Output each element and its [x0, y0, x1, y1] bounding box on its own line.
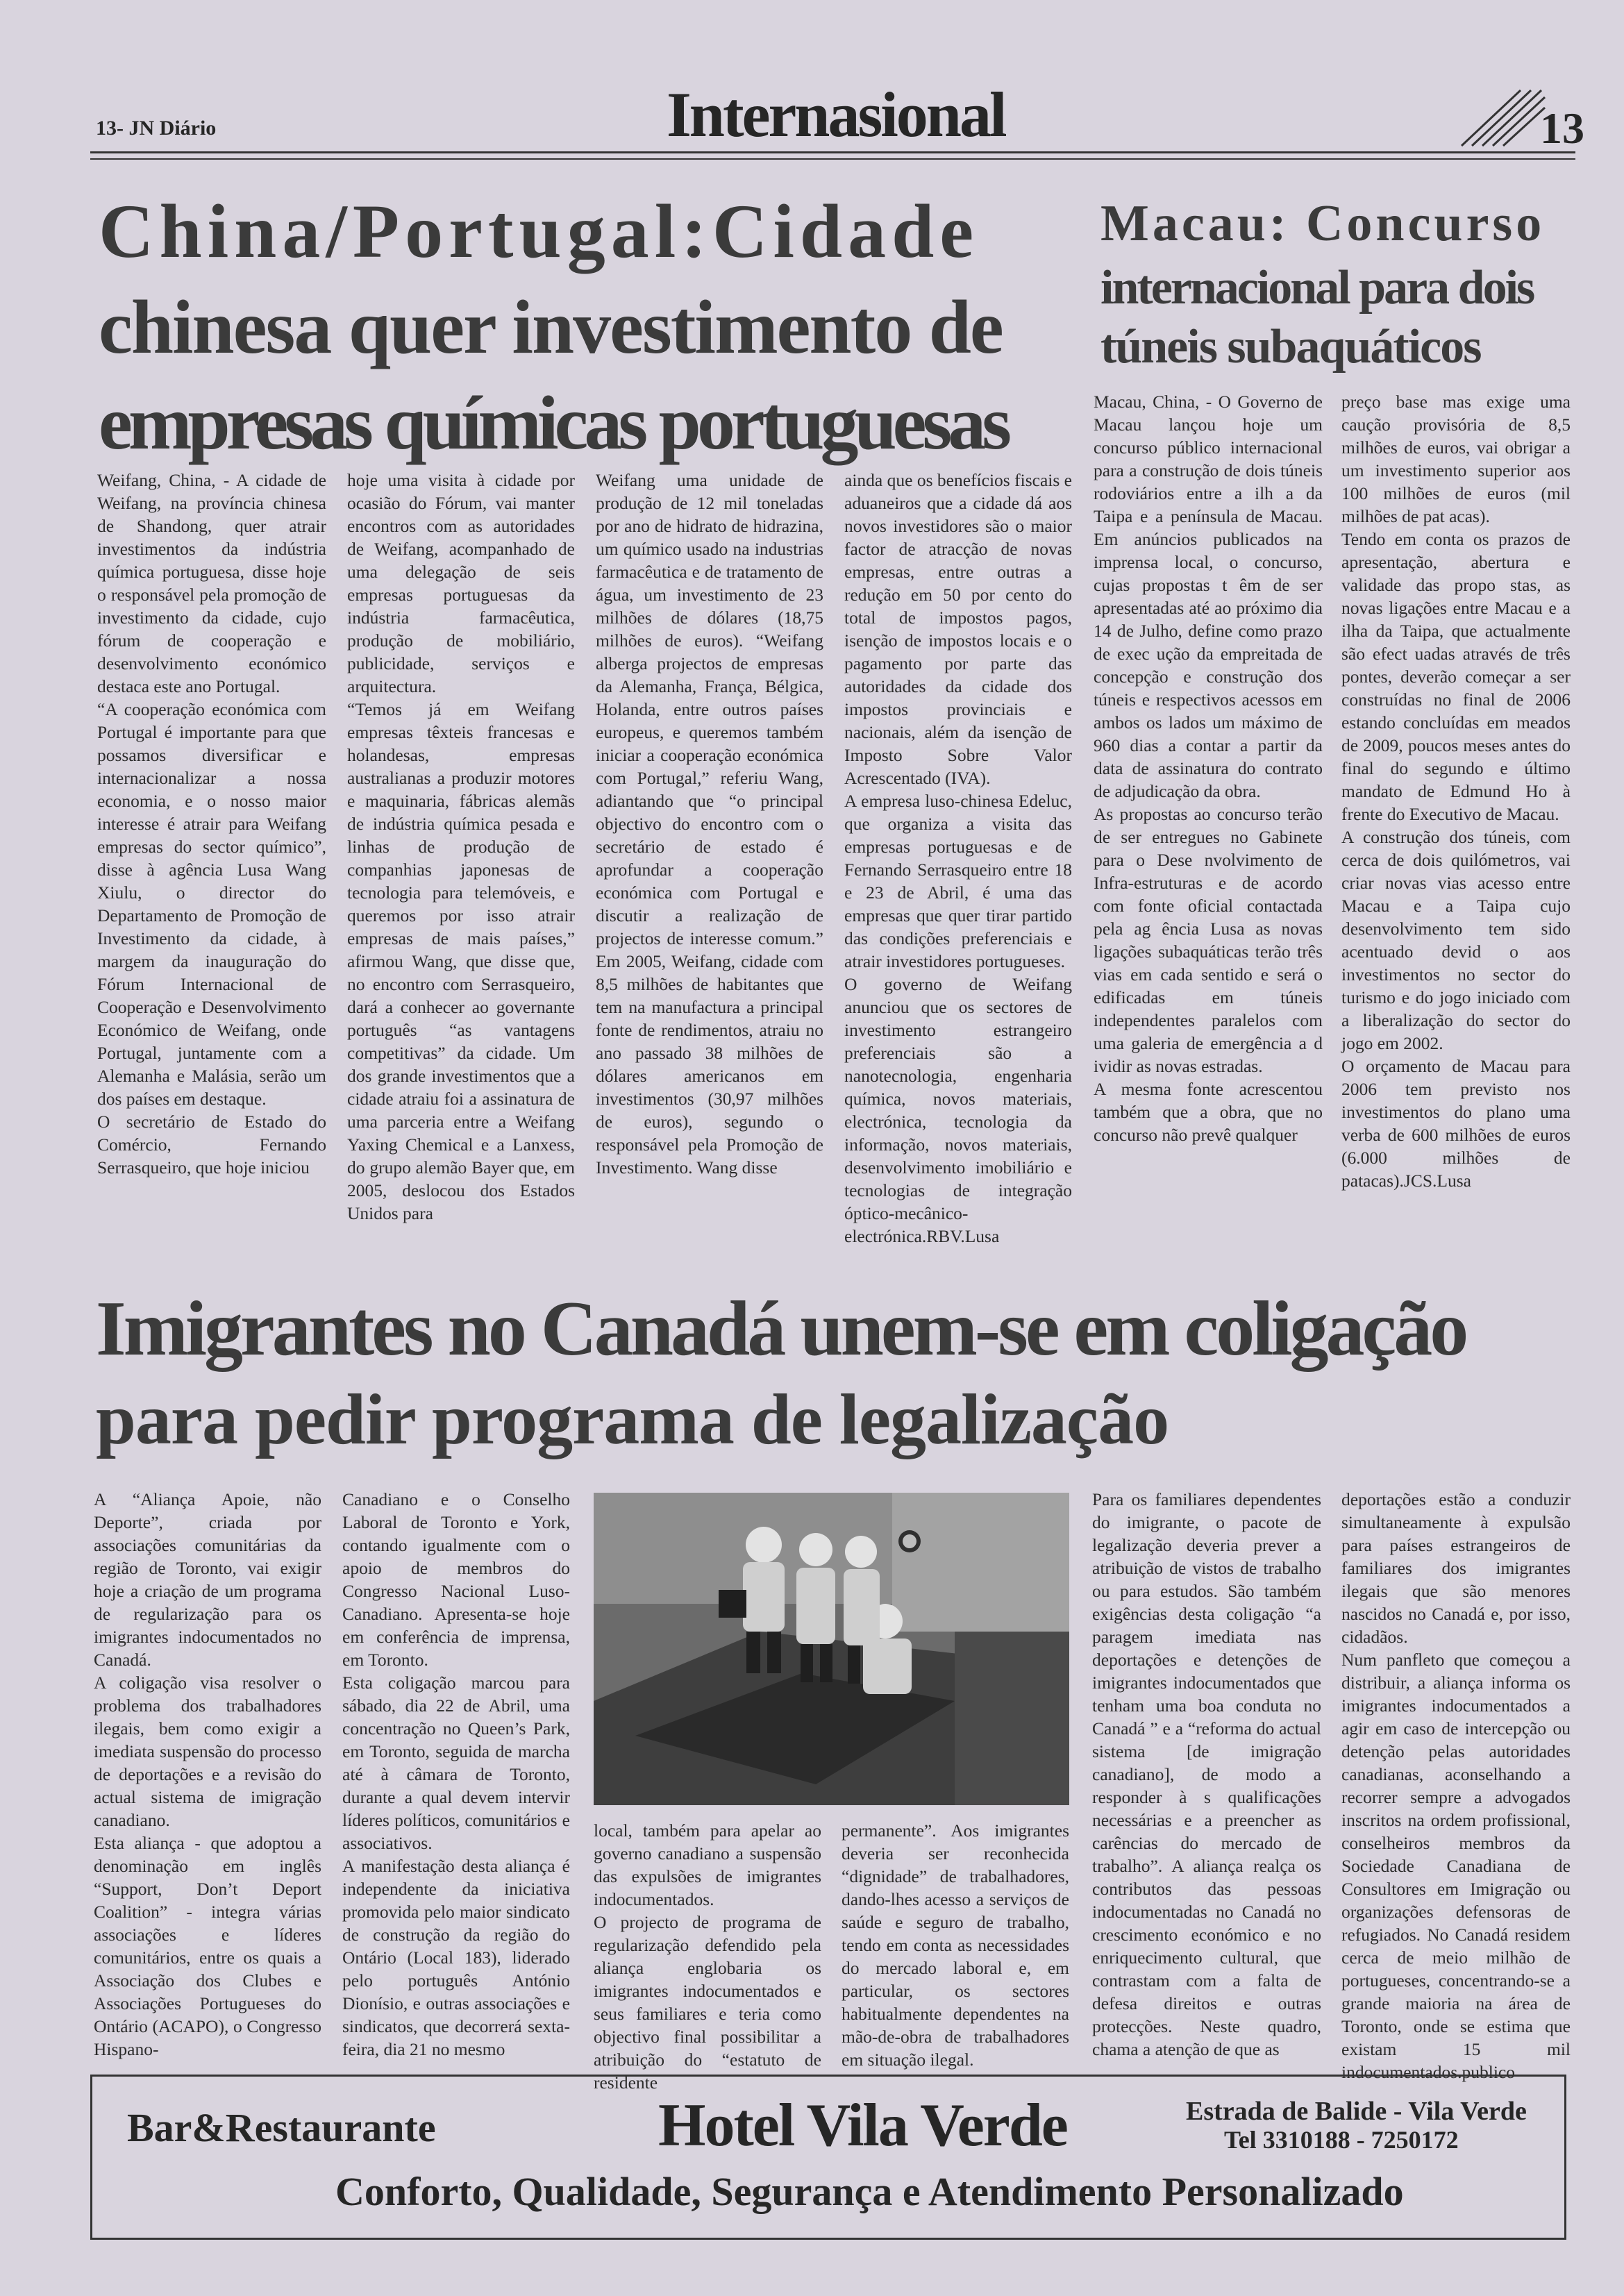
article1-column-2: hoje uma visita à cidade por ocasião do Fórum, vai manter encontros com as autoridades de Weifang, acompanhado de uma delegação de seis empresas portuguesas da indústria farmacêutica, produção de mobiliário, publicidade, serviços e arquitectura. “Temos já em Weifang empresas têxteis francesas e holandesas, empresas australianas a produzir motores e maquinaria, fábricas alemãs de indústria química pesada e linhas de produção de companhias japonesas de tecnologia para telemóveis, e queremos por isso atrair empresas de mais países,” afirmou Wang, que disse que, no encontro com Serrasqueiro, dará a conhecer ao governante português “as vantagens competitivas” da cidade. Um dos grande investimentos que a cidade atraiu foi a assinatura de uma parceria entre a Weifang Yaxing Chemical e a Lanxess, do grupo alemão Bayer que, em 2005, deslocou dos Estados Unidos para — [347, 470, 575, 1223]
article1-column-3: Weifang uma unidade de produção de 12 mil toneladas por ano de hidrato de hidrazina, um químico usado na industrias farmacêutica e de tratamento de água, um investimento de 23 milhões de dólares (18,75 milhões de euros). “Weifang alberga projectos de empresas da Alemanha, França, Bélgica, Holanda, entre outros países europeus, e queremos também iniciar a cooperação económica com Portugal,” referiu Wang, adiantando que “o principal objectivo do encontro com o secretário de estado é aprofundar a cooperação económica com Portugal e discutir a realização de projectos de interesse comum.” Em 2005, Weifang, cidade com 8,5 milhões de habitantes que tem na manufactura a principal fonte de rendimentos, atraiu no ano passado 38 milhões de dólares americanos em investimentos (30,97 milhões de euros), segundo o responsável pela Promoção de Investimento. Wang disse — [596, 470, 823, 1178]
page-number: 13 — [1540, 103, 1584, 153]
article3-column-4: permanente”. Aos imigrantes deveria ser reconhecida “dignidade” de trabalhadores, dando-lhes acesso a serviços de saúde e seguro de trabalho, tendo em conta as necessidades do mercado laboral e, em particular, os sectores habitualmente dependentes na mão-de-obra de trabalhadores em situação ilegal. — [842, 1820, 1069, 2070]
ad-bar-restaurant: Bar&Restaurante — [127, 2105, 436, 2150]
article3-photo — [594, 1493, 1069, 1805]
photo-group-of-people-icon — [594, 1493, 1069, 1805]
ad-slogan: Conforto, Qualidade, Segurança e Atendimento Personalizado — [335, 2169, 1404, 2214]
page-label: 13- JN Diário — [96, 117, 217, 140]
hatch-decoration-icon — [1455, 87, 1545, 149]
ad-hotel-name: Hotel Vila Verde — [658, 2092, 1067, 2159]
article1-headline-line3: empresas químicas portuguesas — [99, 380, 1008, 465]
article1-column-1: Weifang, China, - A cidade de Weifang, na província chinesa de Shandong, quer atrair investimentos da indústria química portuguesa, disse hoje o responsável pela promoção de investimento da cidade, cujo fórum de cooperação e desenvolvimento económico destaca este ano Portugal. “A cooperação económica com Portugal é importante para que possamos diversificar e internacionalizar a nossa economia, e o nosso maior interesse é atrair para Weifang empresas do sector químico”, disse à agência Lusa Wang Xiulu, o director do Departamento de Promoção de Investimento da cidade, à margem da inauguração do Fórum Internacional de Cooperação e Desenvolvimento Económico de Weifang, onde Portugal, juntamente com a Alemanha e Malásia, serão um dos países em destaque. O secretário de Estado do Comércio, Fernando Serrasqueiro, que hoje iniciou — [97, 470, 326, 1178]
ad-address: Estrada de Balide - Vila Verde — [1186, 2097, 1527, 2126]
article3-headline-line1: Imigrantes no Canadá unem-se em coligação — [96, 1286, 1466, 1372]
article3-column-3: local, também para apelar ao governo canadiano a suspensão das expulsões de imigrantes indocumentados. O projecto de programa de regularização defendido pela aliança englobaria os imigrantes indocumentados e seus familiares e teria como objectivo final possibilitar a atribuição do “estatuto de residente — [594, 1820, 821, 2093]
section-title: Internasional — [667, 79, 1005, 150]
article1-headline-line1: China/Portugal:Cidade — [99, 189, 980, 274]
ad-telephone: Tel 3310188 - 7250172 — [1224, 2126, 1459, 2154]
article3-column-5: Para os familiares dependentes do imigrante, o pacote de legalização deveria prever a atribuição de vistos de trabalho ou para estudos. São também exigências desta coligação “a paragem imediata nas deportações e detenções de imigrantes indocumentados que tenham uma boa conduta no Canadá ” e a “reforma do actual sistema [de imigração canadiano], de modo a responder à s qualificações necessárias e a preencher as carências do mercado de trabalho”. A aliança realça os contributos das pessoas indocumentadas no Canadá no crescimento económico e no enriquecimento cultural, que contrastam com a falta de defesa direitos e outras protecções. Neste quadro, chama a atenção de que as — [1092, 1489, 1321, 2059]
article3-column-2: Canadiano e o Conselho Laboral de Toronto e York, contando igualmente com o apoio de membros do Congresso Nacional Luso-Canadiano. Apresenta-se hoje em conferência de imprensa, em Toronto. Esta coligação marcou para sábado, dia 22 de Abril, uma concentração no Queen’s Park, em Toronto, seguida de marcha até à câmara de Toronto, durante a qual devem intervir líderes políticos, comunitários e associativos. A manifestação desta aliança é independente da iniciativa promovida pelo maior sindicato de construção da região do Ontário (Local 183), liderado pelo português António Dionísio, e outras associações e sindicatos, que decorrerá sexta-feira, dia 21 no mesmo — [342, 1489, 570, 2059]
header-rule-thin — [90, 158, 1575, 160]
article2-column-2: preço base mas exige uma caução provisória de 8,5 milhões de euros, vai obrigar a um investimento superior aos 100 milhões de euros (mil milhões de pat acas). Tendo em conta os prazos de apresentação, abertura e validade das propo stas, as novas ligações entre Macau e a ilha da Taipa, que actualmente são efect uadas através de três pontes, deverão começar a ser construídas no final de 2006 estando concluídas em meados de 2009, poucos meses antes do final do segundo e último mandato de Edmund Ho à frente do Executivo de Macau. A construção dos túneis, com cerca de dois quilómetros, vai criar novas vias acesso entre Macau e a Taipa cujo desenvolvimento tem sido acentuado devid o aos investimentos no sector do turismo e do jogo iniciado com a liberalização do sector do jogo em 2002. O orçamento de Macau para 2006 tem previsto nos investimentos do plano uma verba de 600 milhões de euros (6.000 milhões de patacas).JCS.Lusa — [1341, 392, 1571, 1191]
article3-column-1: A “Aliança Apoie, não Deporte”, criada por associações comunitárias da região de Toronto, vai exigir hoje a criação de um programa de regularização para os imigrantes indocumentados no Canadá. A coligação visa resolver o problema dos trabalhadores ilegais, bem como exigir a imediata suspensão do processo de deportações e a revisão do actual sistema de imigração canadiano. Esta aliança - que adoptou a denominação em inglês “Support, Don’t Deport Coalition” - integra várias associações e líderes comunitários, entre os quais a Associação dos Clubes e Associações Portugueses do Ontário (ACAPO), o Congresso Hispano- — [94, 1489, 321, 2059]
article3-headline-line2: para pedir programa de legalização — [96, 1380, 1169, 1459]
article2-headline-line3: túneis subaquáticos — [1100, 320, 1481, 374]
article2-headline-line2: internacional para dois — [1100, 261, 1534, 315]
article2-headline-line1: Macau: Concurso — [1100, 195, 1546, 252]
header-rule — [90, 151, 1575, 153]
article3-column-6: deportações estão a conduzir simultaneamente à expulsão para países estrangeiros de familiares dos imigrantes ilegais que são menores nascidos no Canadá e, por isso, cidadãos. Num panfleto que começou a distribuir, a aliança informa os imigrantes indocumentados a agir em caso de intercepção ou detenção pelas autoridades canadianas, aconselhando a recorrer sempre a advogados inscritos na ordem profissional, conselheiros membros da Sociedade Canadiana de Consultores em Imigração ou organizações defensoras de refugiados. No Canadá residem cerca de meio milhão de portugueses, concentrando-se a grande maioria na área de Toronto, onde se estima que existam 15 mil indocumentados.publico — [1341, 1489, 1571, 2082]
hotel-advertisement — [90, 2075, 1566, 2240]
article1-column-4: ainda que os benefícios fiscais e aduaneiros que a cidade dá aos novos investidores são o maior factor de atracção de novas empresas, entre outras a redução em 50 por cento do total de impostos pagos, isenção de impostos locais e o pagamento por parte das autoridades da cidade dos impostos provinciais e nacionais, além da isenção de Imposto Sobre Valor Acrescentado (IVA). A empresa luso-chinesa Edeluc, que organiza a visita das empresas portuguesas e de Fernando Serrasqueiro entre 18 e 23 de Abril, é uma das empresas que quer tirar partido das condições preferenciais e atrair investidores portugueses. O governo de Weifang anunciou que os sectores de investimento estrangeiro preferenciais são a nanotecnologia, engenharia química, novos materiais, electrónica, tecnologia da informação, novos materiais, desenvolvimento imobiliário e tecnologias de integração óptico-mecânico-electrónica.RBV.Lusa — [844, 470, 1072, 1246]
article2-column-1: Macau, China, - O Governo de Macau lançou hoje um concurso público internacional para a construção de dois túneis rodoviários entre a ilh a da Taipa e a península de Macau. Em anúncios publicados na imprensa local, o concurso, cujas propostas t êm de ser apresentadas até ao próximo dia 14 de Julho, define como prazo de exec ução da empreitada de concepção e construção dos túneis e respectivos acessos em ambos os lados um máximo de 960 dias a contar a partir da data de assinatura do contrato de adjudicação da obra. As propostas ao concurso terão de ser entregues no Gabinete para o Dese nvolvimento de Infra-estruturas e de acordo com fonte oficial contactada pela ag ência Lusa as novas ligações subaquáticas terão três vias em cada sentido e será o edificadas em túneis independentes paralelos com uma galeria de emergência a d ividir as novas estradas. A mesma fonte acrescentou também que a obra, que no concurso não prevê qualquer — [1094, 392, 1323, 1145]
article1-headline-line2: chinesa quer investimento de — [99, 285, 1003, 369]
